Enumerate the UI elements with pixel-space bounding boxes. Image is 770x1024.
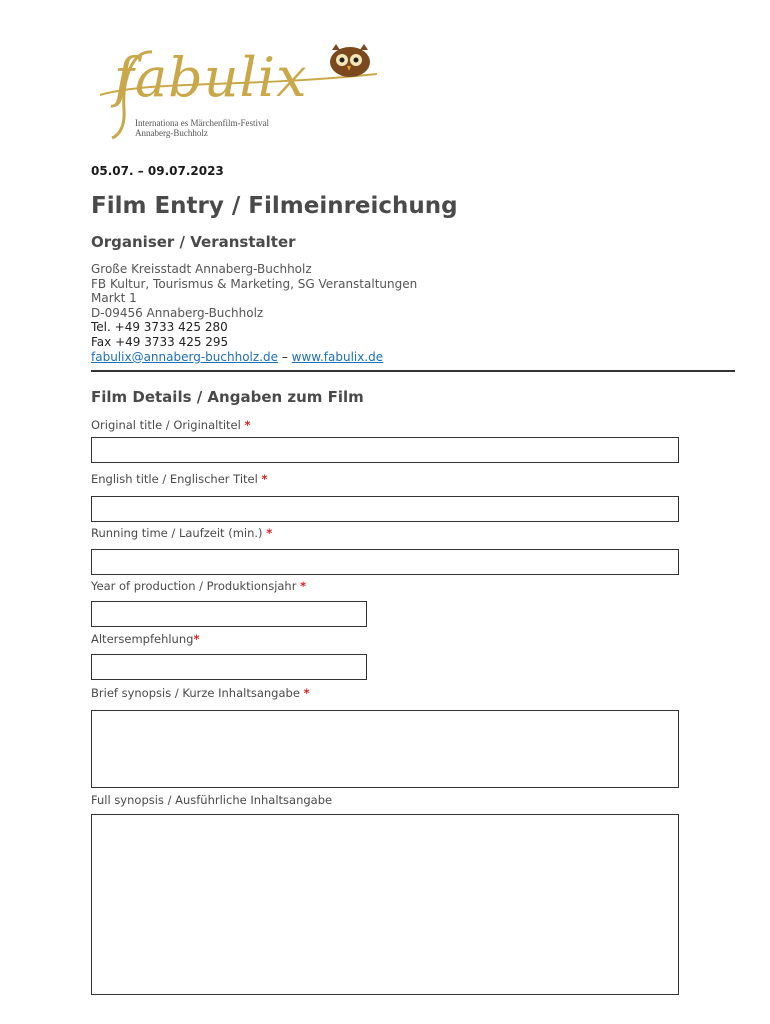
full-synopsis-textarea[interactable] [91, 814, 679, 995]
required-marker: * [266, 526, 273, 540]
original-title-input[interactable] [91, 437, 679, 463]
logo-subtitle: Internationa es Märchenfilm-Festival Annaberg-Buchholz [135, 118, 269, 138]
address-line: Große Kreisstadt Annaberg-Buchholz [91, 262, 312, 276]
age-recommendation-input[interactable] [91, 654, 367, 680]
link-separator: – [281, 349, 288, 364]
page-title: Film Entry / Filmeinreichung [91, 193, 458, 219]
festival-logo [92, 40, 392, 145]
required-marker: * [244, 418, 251, 432]
year-of-production-input[interactable] [91, 601, 367, 627]
running-time-input[interactable] [91, 549, 679, 575]
running-time-label: Running time / Laufzeit (min.) * [91, 526, 273, 540]
email-link[interactable]: fabulix@annaberg-buchholz.de [91, 349, 278, 364]
required-marker: * [303, 686, 310, 700]
address-line: D-09456 Annaberg-Buchholz [91, 305, 264, 320]
full-synopsis-label: Full synopsis / Ausführliche Inhaltsangabe [91, 793, 333, 807]
organiser-address [91, 262, 417, 364]
film-details-heading: Film Details / Angaben zum Film [91, 388, 364, 406]
required-marker: * [261, 472, 268, 486]
required-marker: * [193, 632, 200, 646]
organiser-heading: Organiser / Veranstalter [91, 233, 296, 251]
english-title-input[interactable] [91, 496, 679, 522]
festival-date: 05.07. – 09.07.2023 [91, 164, 224, 178]
logo-wordmark: fabulix [114, 46, 308, 109]
phone-line: Tel. +49 3733 425 280 [91, 320, 228, 335]
brief-synopsis-label: Brief synopsis / Kurze Inhaltsangabe * [91, 686, 310, 700]
required-marker: * [300, 579, 307, 593]
section-divider [91, 370, 735, 372]
owl-icon [330, 44, 370, 77]
year-of-production-label: Year of production / Produktionsjahr * [91, 579, 307, 593]
website-link[interactable]: www.fabulix.de [291, 349, 384, 364]
original-title-label: Original title / Originaltitel * [91, 418, 251, 432]
address-line: FB Kultur, Tourismus & Marketing, SG Veranstaltungen [91, 276, 418, 291]
fax-line: Fax +49 3733 425 295 [91, 334, 229, 349]
english-title-label: English title / Englischer Titel * [91, 472, 268, 486]
age-recommendation-label: Altersempfehlung* [91, 632, 200, 646]
brief-synopsis-textarea[interactable] [91, 710, 679, 788]
address-line: Markt 1 [91, 291, 137, 306]
contact-links [91, 350, 417, 365]
